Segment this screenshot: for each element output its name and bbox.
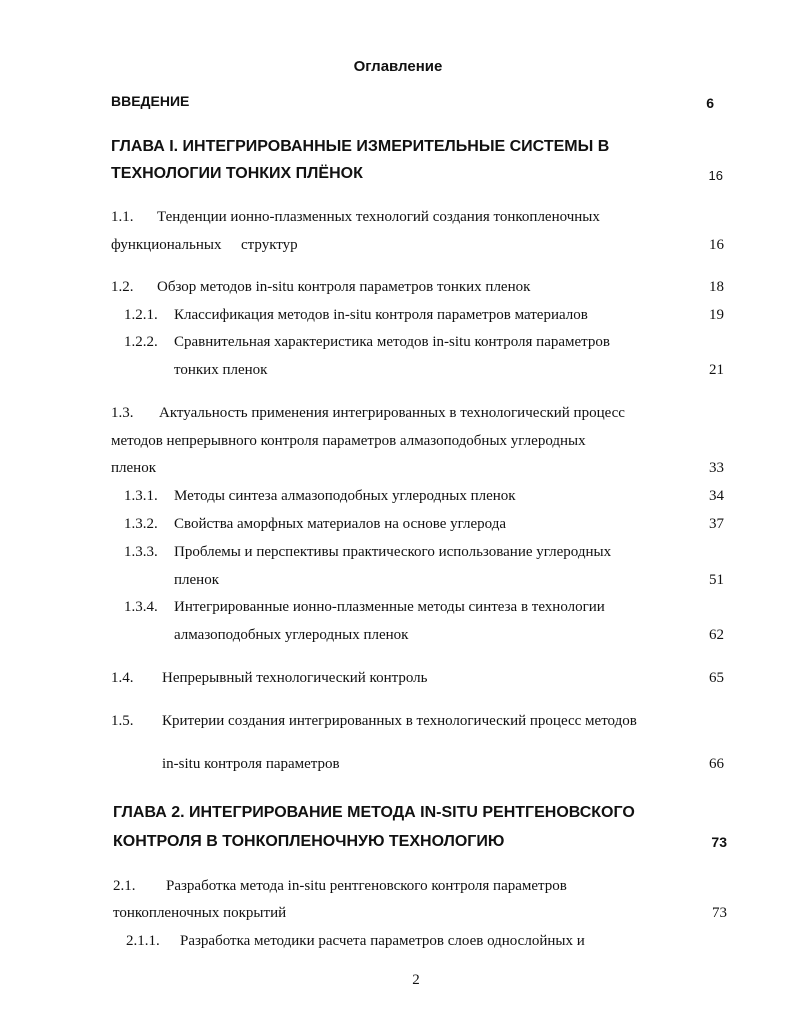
toc-page-1-5: 66 [709,756,724,772]
toc-page-chapter-2: 73 [711,834,727,850]
toc-entry-intro: ВВЕДЕНИЕ [111,93,190,109]
toc-entry-2-1-line-1 [113,876,567,896]
toc-entry-1-2-2-line-2: тонких пленок [174,362,268,378]
toc-number-2-1-1: 2.1.1. [126,933,160,949]
toc-entry-1-1-line-2 [111,235,298,255]
toc-number-1-3-4: 1.3.4. [124,599,158,615]
toc-text-1-5: Критерии создания интегрированных в технологический процесс методов [162,713,637,729]
toc-page-1-3-4: 62 [709,627,724,643]
toc-entry-1-3-4-line-2: алмазоподобных углеродных пленок [174,627,409,643]
toc-page-2-1: 73 [712,905,727,921]
toc-entry-1-3-line-3: пленок [111,460,156,476]
toc-chapter-1-line-2: ТЕХНОЛОГИИ ТОНКИХ ПЛЁНОК [111,165,363,182]
toc-text-1-2-2: Сравнительная характеристика методов in-situ контроля параметров [174,334,610,350]
toc-text-1-4: Непрерывный технологический контроль [162,670,428,686]
toc-page-1-2-1: 19 [709,307,724,323]
toc-text-1-1: Тенденции ионно-плазменных технологий создания тонкопленочных [157,209,600,225]
toc-text-1-1-part-a: функциональных [111,237,222,253]
toc-chapter-1-line-1: ГЛАВА I. ИНТЕГРИРОВАННЫЕ ИЗМЕРИТЕЛЬНЫЕ СИСТЕМЫ В [111,138,610,155]
toc-page-1-2-2: 21 [709,362,724,378]
toc-number-1-5: 1.5. [111,713,134,729]
toc-number-1-3-1: 1.3.1. [124,488,158,504]
toc-entry-1-1-line-1 [111,207,600,227]
toc-entry-1-3-4-line-1 [124,597,605,617]
toc-number-1-3-2: 1.3.2. [124,516,158,532]
toc-text-1-1-part-b: структур [241,237,298,253]
page-number: 2 [412,972,420,988]
toc-text-1-3-1: Методы синтеза алмазоподобных углеродных пленок [174,488,516,504]
toc-number-1-2-2: 1.2.2. [124,334,158,350]
toc-entry-1-2-1 [124,305,588,325]
toc-entry-2-1-line-2: тонкопленочных покрытий [113,905,287,921]
toc-page-1-4: 65 [709,670,724,686]
toc-text-1-3-2: Свойства аморфных материалов на основе углерода [174,516,507,532]
toc-number-1-3: 1.3. [111,405,134,421]
toc-text-1-2-1: Классификация методов in-situ контроля параметров материалов [174,307,588,323]
toc-page-1-3-2: 37 [709,516,724,532]
toc-entry-2-1-1 [126,931,585,951]
toc-page-1-1: 16 [709,237,724,253]
toc-page-1-2: 18 [709,279,724,295]
toc-entry-1-3-line-2: методов непрерывного контроля параметров алмазоподобных углеродных [111,433,586,449]
toc-page-1-3-3: 51 [709,572,724,588]
toc-chapter-2-line-1: ГЛАВА 2. ИНТЕГРИРОВАНИЕ МЕТОДА IN-SITU РЕНТГЕНОВСКОГО [113,804,635,821]
toc-number-1-1: 1.1. [111,209,134,225]
toc-number-2-1: 2.1. [113,878,136,894]
toc-entry-1-3-2 [124,514,506,534]
toc-page-1-3-1: 34 [709,488,724,504]
toc-number-1-4: 1.4. [111,670,134,686]
toc-entry-1-2 [111,277,530,297]
toc-entry-1-2-2-line-1 [124,332,610,352]
toc-text-1-3-4: Интегрированные ионно-плазменные методы синтеза в технологии [174,599,605,615]
toc-entry-1-5-line-1 [111,711,637,731]
toc-text-1-2: Обзор методов in-situ контроля параметров тонких пленок [157,279,531,295]
toc-number-1-2: 1.2. [111,279,134,295]
toc-page-1-3: 33 [709,460,724,476]
toc-number-1-2-1: 1.2.1. [124,307,158,323]
toc-title: Оглавление [353,58,443,75]
toc-number-1-3-3: 1.3.3. [124,544,158,560]
toc-entry-1-3-3-line-1 [124,542,611,562]
toc-text-2-1-1: Разработка методики расчета параметров слоев однослойных и [180,933,585,949]
toc-text-2-1: Разработка метода in-situ рентгеновского контроля параметров [166,878,567,894]
toc-page-chapter-1: 16 [708,168,723,183]
toc-chapter-2-line-2: КОНТРОЛЯ В ТОНКОПЛЕНОЧНУЮ ТЕХНОЛОГИЮ [113,833,505,850]
toc-entry-1-3-line-1 [111,403,625,423]
toc-entry-1-3-1 [124,486,516,506]
toc-text-1-3-3: Проблемы и перспективы практического использование углеродных [174,544,612,560]
toc-entry-1-4 [111,668,427,688]
toc-entry-1-5-line-2: in-situ контроля параметров [162,756,340,772]
toc-text-1-3: Актуальность применения интегрированных в технологический процесс [159,405,625,421]
toc-page-intro: 6 [706,95,714,111]
toc-entry-1-3-3-line-2: пленок [174,572,219,588]
